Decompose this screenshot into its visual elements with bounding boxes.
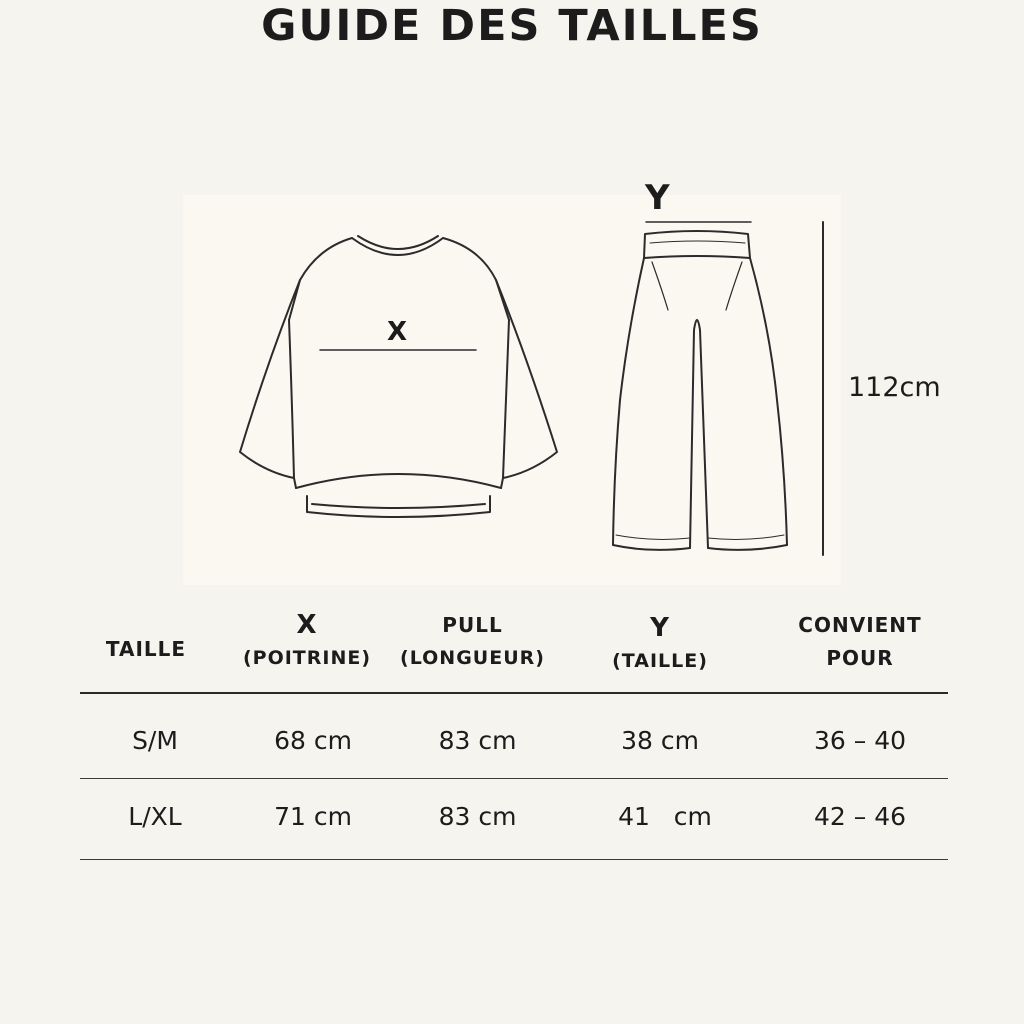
header-y: Y (TAILLE) xyxy=(612,613,708,672)
length-measure-label: 112cm xyxy=(848,372,941,403)
cell-fits: 42 – 46 xyxy=(813,802,907,831)
cell-waist: 38 cm xyxy=(621,726,699,755)
cell-length: 83 cm xyxy=(438,726,517,755)
table-header-divider xyxy=(80,692,948,694)
table-row-divider xyxy=(80,778,948,779)
sweater-drawing xyxy=(240,236,557,517)
table-bottom-divider xyxy=(80,859,948,860)
cell-waist: 41 cm xyxy=(618,802,712,831)
cell-length: 83 cm xyxy=(438,802,517,831)
cell-chest: 68 cm xyxy=(274,726,352,755)
header-pull: PULL (LONGUEUR) xyxy=(400,613,545,669)
header-taille: TAILLE xyxy=(105,637,187,661)
pants-drawing xyxy=(613,222,787,550)
cell-size: S/M xyxy=(132,726,178,755)
cell-size: L/XL xyxy=(128,802,182,831)
waist-measure-label: Y xyxy=(645,178,670,218)
chest-measure-label: X xyxy=(387,317,408,347)
cell-fits: 36 – 40 xyxy=(813,726,907,755)
header-convient: CONVIENT POUR xyxy=(798,613,922,670)
cell-chest: 71 cm xyxy=(274,802,352,831)
page-title: GUIDE DES TAILLES xyxy=(261,1,763,51)
header-x: X (POITRINE) xyxy=(242,610,372,669)
